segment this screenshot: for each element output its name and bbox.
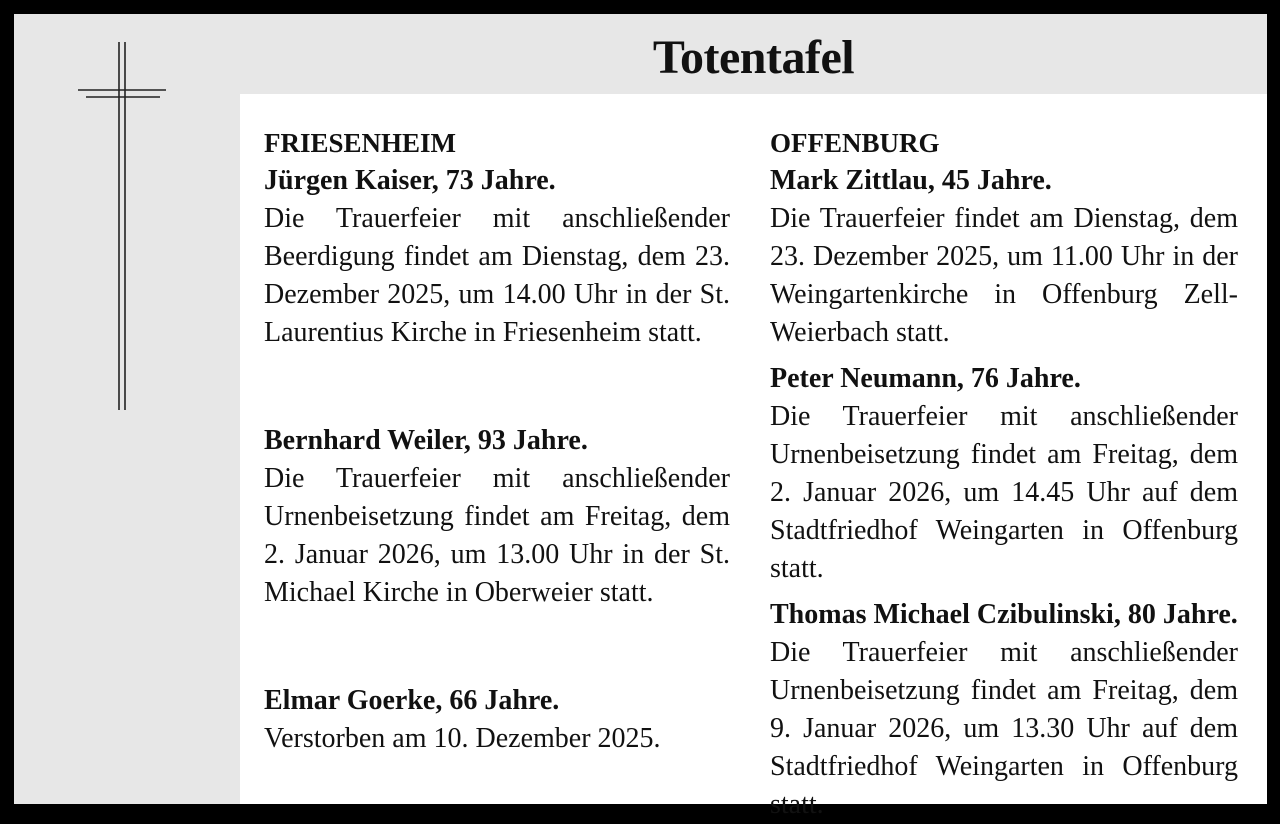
obituary-entry — [264, 422, 730, 612]
obituary-entry — [264, 162, 730, 352]
column-friesenheim — [264, 124, 730, 758]
deceased-name: Peter Neumann, 76 Jahre. — [770, 363, 1081, 394]
obituary-entry — [770, 162, 1238, 352]
entry-spacer — [770, 588, 1238, 596]
obituary-entry — [770, 360, 1238, 588]
service-details: Die Trauerfeier findet am Dienstag, dem 23. Dezember 2025, um 11.00 Uhr in der Weingartenkirche in Offenburg Zell-Weierbach statt. — [770, 203, 1238, 348]
service-details: Die Trauerfeier mit anschließender Urnenbeisetzung findet am Freitag, dem 9. Januar 2026, um 13.30 Uhr auf dem Stadtfriedhof Weingarten in Offenburg statt. — [770, 637, 1238, 820]
entry-spacer — [264, 612, 730, 682]
service-details: Die Trauerfeier mit anschließender Urnenbeisetzung findet am Freitag, dem 2. Januar 2026, um 13.00 Uhr in der St. Michael Kirche in Oberweier statt. — [264, 463, 730, 608]
town-heading: FRIESENHEIM — [264, 128, 457, 158]
deceased-name: Jürgen Kaiser, 73 Jahre. — [264, 165, 556, 196]
deceased-name: Mark Zittlau, 45 Jahre. — [770, 165, 1052, 196]
entry-spacer — [264, 352, 730, 422]
entry-spacer — [770, 352, 1238, 360]
service-details: Die Trauerfeier mit anschließender Urnenbeisetzung findet am Freitag, dem 2. Januar 2026, um 14.45 Uhr auf dem Stadtfriedhof Weingarten in Offenburg statt. — [770, 401, 1238, 584]
column-offenburg — [770, 124, 1238, 824]
service-details: Die Trauerfeier mit anschließender Beerdigung findet am Dienstag, dem 23. Dezember 2025, um 14.00 Uhr in der St. Laurentius Kirche in Friesenheim statt. — [264, 203, 730, 348]
deceased-name: Bernhard Weiler, 93 Jahre. — [264, 425, 588, 456]
service-details: Verstorben am 10. Dezember 2025. — [264, 723, 661, 754]
deceased-name: Thomas Michael Czibulinski, 80 Jahre. — [770, 599, 1238, 630]
cross-icon — [78, 42, 168, 414]
obituary-entry — [770, 596, 1238, 824]
obituary-panel — [240, 94, 1267, 820]
obituary-board — [14, 14, 1267, 820]
obituary-entry — [264, 682, 730, 758]
page-title: Totentafel — [652, 31, 855, 84]
town-heading: OFFENBURG — [770, 128, 940, 158]
deceased-name: Elmar Goerke, 66 Jahre. — [264, 685, 560, 716]
